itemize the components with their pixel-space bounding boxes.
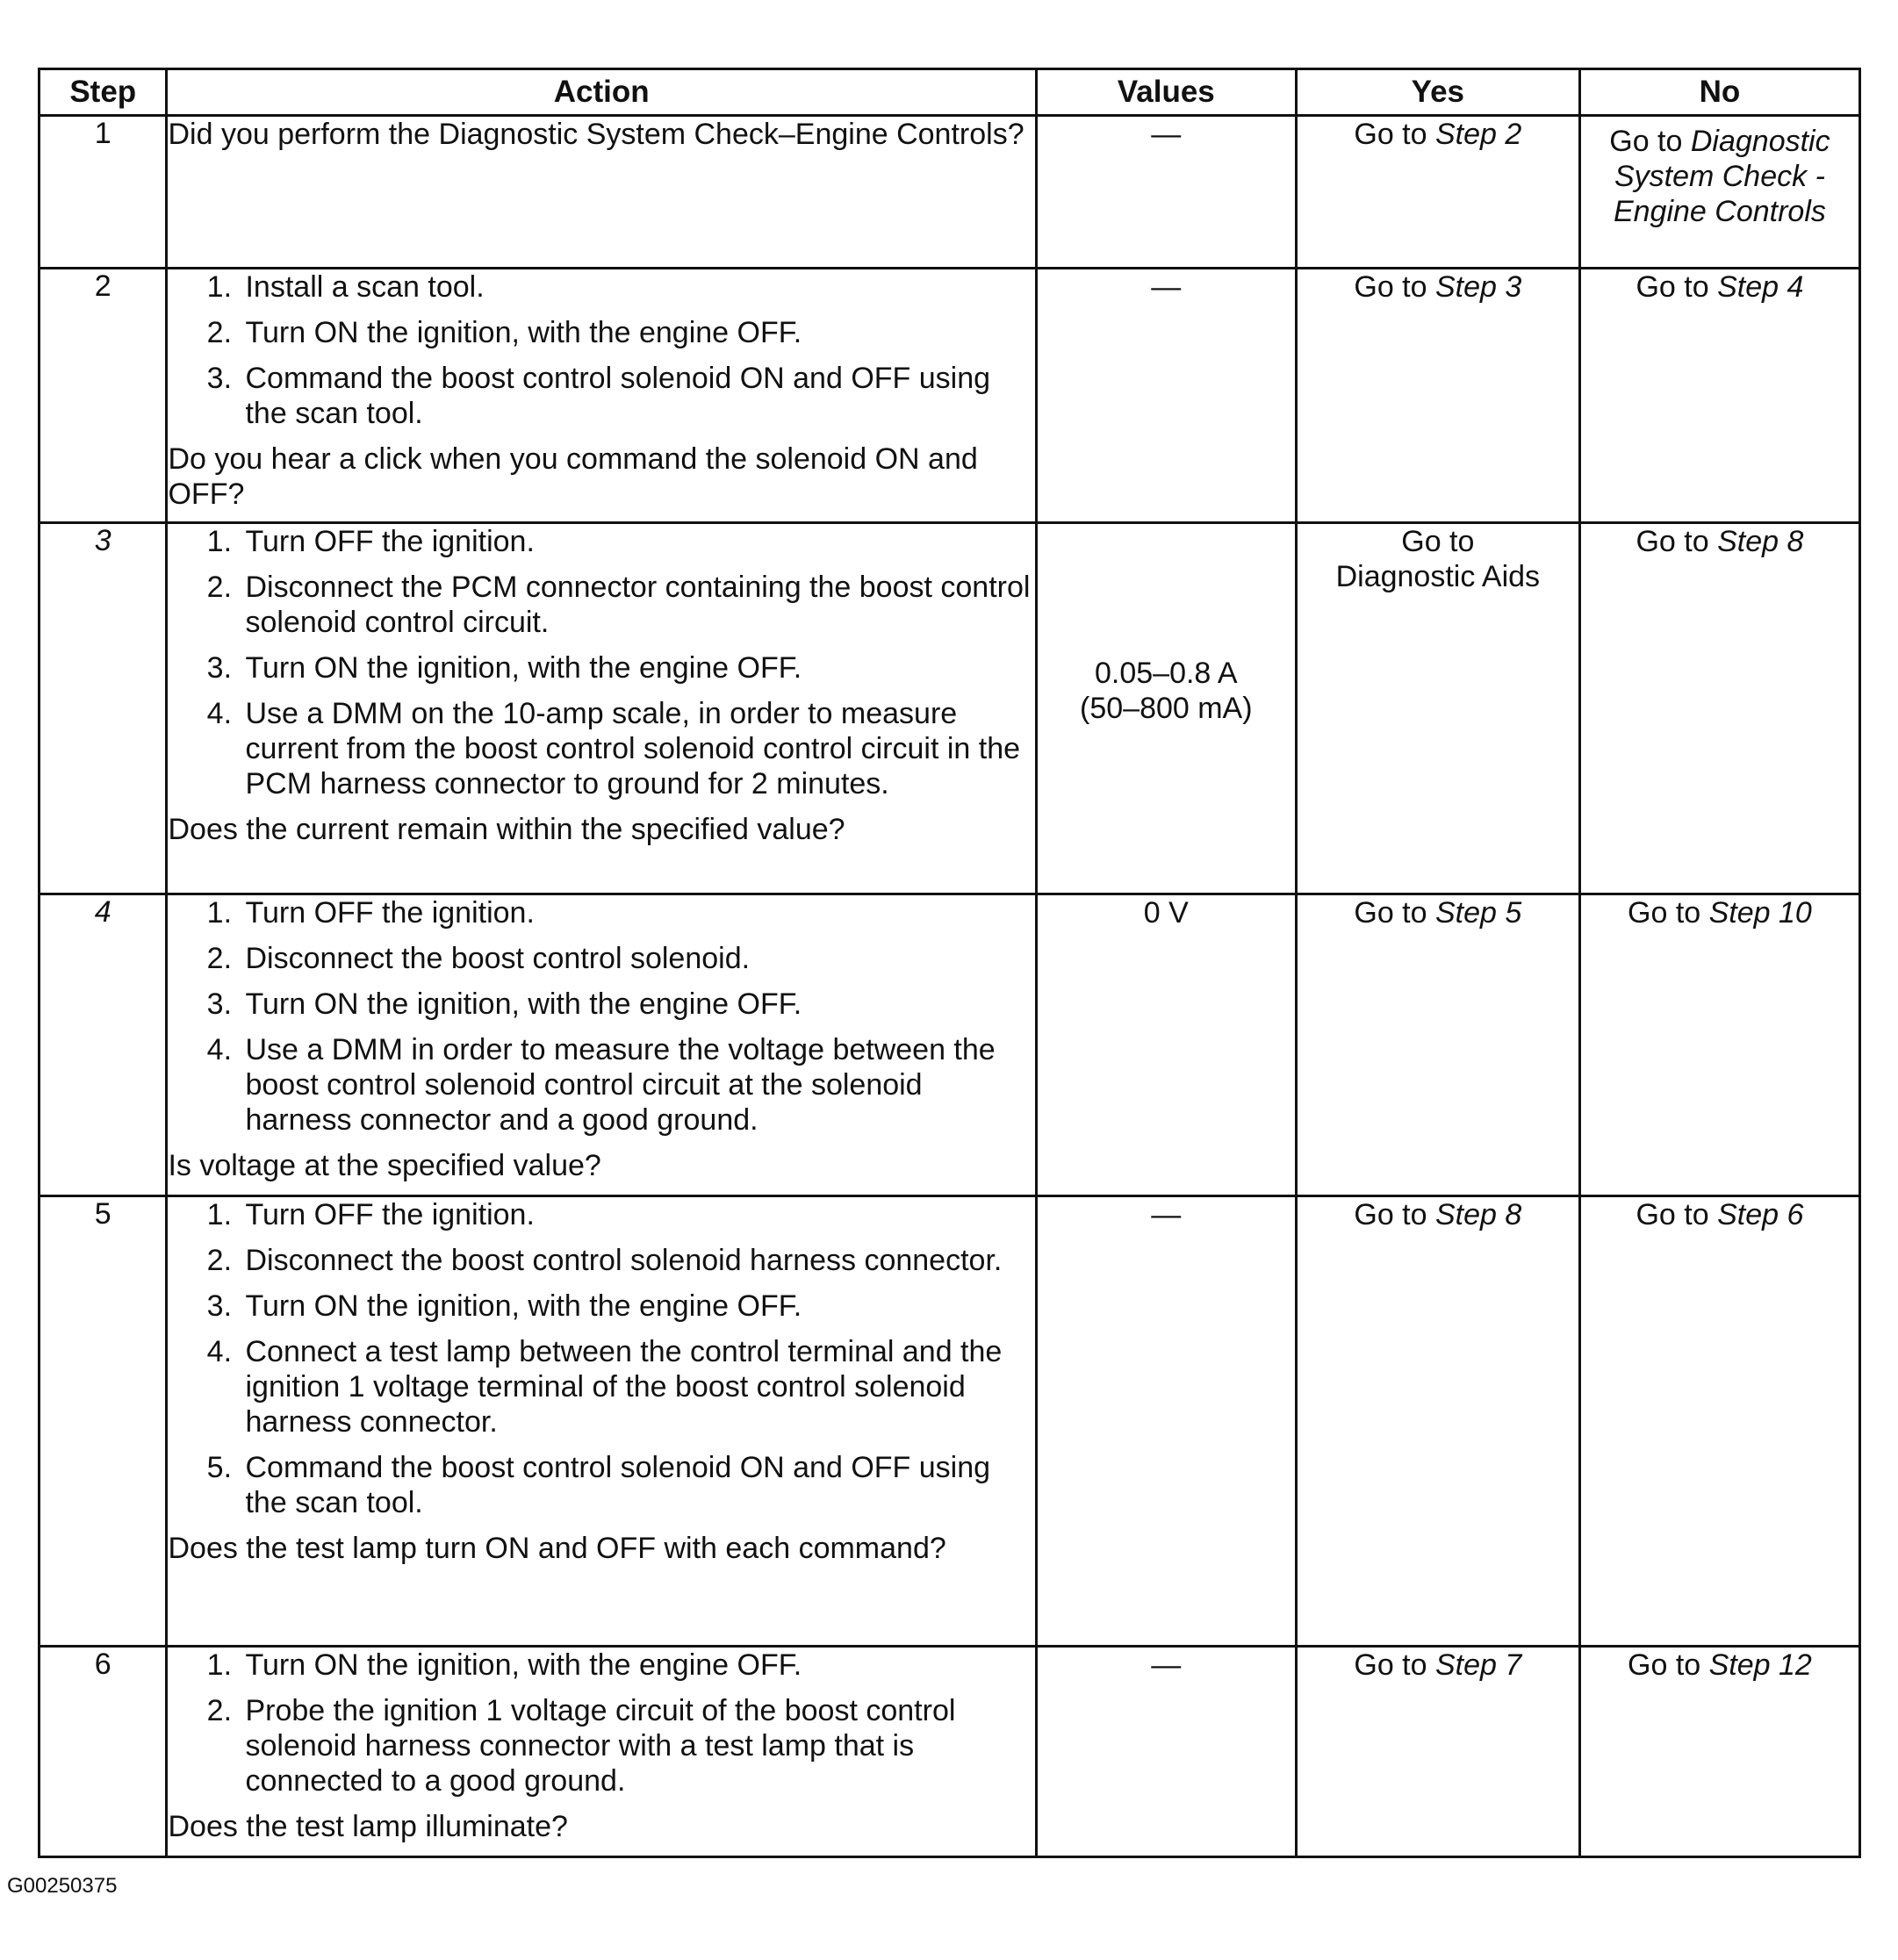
yes-link[interactable]: Diagnostic Aids bbox=[1335, 560, 1541, 593]
yes-cell[interactable] bbox=[1296, 269, 1579, 523]
action-step: 1. Turn OFF the ignition. bbox=[240, 1197, 1034, 1232]
yes-cell[interactable] bbox=[1296, 523, 1579, 894]
action-question: Does the test lamp illuminate? bbox=[168, 1810, 568, 1843]
no-prefix: Go to bbox=[1609, 125, 1691, 158]
header-yes: Yes bbox=[1296, 69, 1579, 116]
no-prefix: Go to bbox=[1636, 1198, 1718, 1231]
no-link[interactable]: Step 10 bbox=[1708, 896, 1812, 930]
diagnostic-table bbox=[38, 68, 1861, 1858]
values-cell bbox=[1036, 523, 1296, 894]
header-no: No bbox=[1579, 69, 1859, 116]
values-cell: — bbox=[1036, 1647, 1296, 1857]
values-cell: 0 V bbox=[1036, 894, 1296, 1196]
yes-prefix: Go to bbox=[1354, 270, 1435, 304]
figure-code: G00250375 bbox=[7, 1874, 118, 1898]
action-cell bbox=[167, 1196, 1036, 1647]
values-cell: — bbox=[1036, 269, 1296, 523]
action-step: 4. Use a DMM on the 10-amp scale, in order to measure current from the boost control solenoid control circuit in the PCM harness connector to ground for 2 minutes. bbox=[240, 696, 1034, 801]
action-step: 2. Disconnect the PCM connector containing the boost control solenoid control circuit. bbox=[240, 570, 1034, 640]
action-step: 3. Command the boost control solenoid ON and OFF using the scan tool. bbox=[240, 361, 1034, 431]
no-cell[interactable] bbox=[1579, 269, 1859, 523]
no-cell[interactable] bbox=[1579, 523, 1859, 894]
action-steps bbox=[168, 1648, 1034, 1798]
step-number: 2 bbox=[40, 269, 167, 523]
step-number: 3 bbox=[40, 523, 167, 894]
step-number: 4 bbox=[40, 894, 167, 1196]
action-step: 2. Turn ON the ignition, with the engine OFF. bbox=[240, 315, 1034, 350]
yes-prefix: Go to bbox=[1354, 896, 1435, 930]
action-step: 1. Turn ON the ignition, with the engine OFF. bbox=[240, 1648, 1034, 1683]
no-link[interactable]: Step 12 bbox=[1708, 1648, 1812, 1682]
header-step: Step bbox=[40, 69, 167, 116]
action-cell bbox=[167, 269, 1036, 523]
table-row bbox=[40, 1647, 1860, 1857]
yes-link[interactable]: Step 2 bbox=[1434, 118, 1522, 151]
action-step: 3. Turn ON the ignition, with the engine OFF. bbox=[240, 650, 1034, 686]
yes-link[interactable]: Step 5 bbox=[1434, 896, 1522, 930]
action-steps bbox=[168, 1197, 1034, 1520]
header-row bbox=[40, 69, 1860, 116]
action-step: 2. Disconnect the boost control solenoid harness connector. bbox=[240, 1243, 1034, 1278]
values-cell: — bbox=[1036, 116, 1296, 269]
action-cell bbox=[167, 116, 1036, 269]
action-step: 3. Turn ON the ignition, with the engine OFF. bbox=[240, 987, 1034, 1022]
values-cell: — bbox=[1036, 1196, 1296, 1647]
step-number: 5 bbox=[40, 1196, 167, 1647]
yes-prefix: Go to bbox=[1401, 525, 1475, 558]
yes-link[interactable]: Step 8 bbox=[1434, 1198, 1522, 1231]
action-question: Is voltage at the specified value? bbox=[168, 1149, 601, 1182]
yes-prefix: Go to bbox=[1354, 118, 1435, 151]
action-cell bbox=[167, 1647, 1036, 1857]
no-link[interactable]: Step 6 bbox=[1717, 1198, 1804, 1231]
yes-cell[interactable] bbox=[1296, 1647, 1579, 1857]
step-number: 1 bbox=[40, 116, 167, 269]
no-link[interactable]: Step 8 bbox=[1717, 525, 1804, 558]
table-row bbox=[40, 523, 1860, 894]
action-question: Do you hear a click when you command the solenoid ON and OFF? bbox=[168, 442, 978, 511]
action-step: 4. Connect a test lamp between the control terminal and the ignition 1 voltage terminal of the boost control solenoid harness connector. bbox=[240, 1334, 1034, 1439]
no-prefix: Go to bbox=[1636, 525, 1718, 558]
action-step: 3. Turn ON the ignition, with the engine OFF. bbox=[240, 1289, 1034, 1324]
yes-cell[interactable] bbox=[1296, 1196, 1579, 1647]
action-step: 1. Turn OFF the ignition. bbox=[240, 895, 1034, 930]
yes-prefix: Go to bbox=[1354, 1198, 1435, 1231]
no-link[interactable]: Diagnostic System Check - Engine Controls bbox=[1613, 125, 1830, 228]
table-row bbox=[40, 116, 1860, 269]
action-steps bbox=[168, 269, 1034, 431]
action-step: 4. Use a DMM in order to measure the voltage between the boost control solenoid control circuit at the solenoid harness connector and a good ground. bbox=[240, 1032, 1034, 1138]
yes-cell[interactable] bbox=[1296, 116, 1579, 269]
no-cell[interactable] bbox=[1579, 116, 1859, 269]
action-steps bbox=[168, 524, 1034, 801]
action-question: Does the test lamp turn ON and OFF with each command? bbox=[168, 1532, 946, 1565]
table-row bbox=[40, 1196, 1860, 1647]
no-prefix: Go to bbox=[1628, 1648, 1709, 1682]
no-prefix: Go to bbox=[1628, 896, 1709, 930]
action-question: Did you perform the Diagnostic System Check–Engine Controls? bbox=[168, 118, 1024, 151]
action-question: Does the current remain within the specified value? bbox=[168, 813, 845, 846]
step-number: 6 bbox=[40, 1647, 167, 1857]
values-text: 0.05–0.8 A (50–800 mA) bbox=[1080, 657, 1253, 725]
action-step: 1. Install a scan tool. bbox=[240, 269, 1034, 305]
header-action: Action bbox=[167, 69, 1036, 116]
action-step: 1. Turn OFF the ignition. bbox=[240, 524, 1034, 559]
yes-cell[interactable] bbox=[1296, 894, 1579, 1196]
action-cell bbox=[167, 523, 1036, 894]
table-row bbox=[40, 894, 1860, 1196]
no-cell[interactable] bbox=[1579, 1647, 1859, 1857]
action-step: 2. Probe the ignition 1 voltage circuit of the boost control solenoid harness connector with a test lamp that is connected to a good ground. bbox=[240, 1693, 1034, 1798]
no-link[interactable]: Step 4 bbox=[1717, 270, 1804, 304]
table-row bbox=[40, 269, 1860, 523]
action-step: 2. Disconnect the boost control solenoid. bbox=[240, 941, 1034, 976]
action-cell bbox=[167, 894, 1036, 1196]
action-step: 5. Command the boost control solenoid ON and OFF using the scan tool. bbox=[240, 1450, 1034, 1520]
yes-link[interactable]: Step 7 bbox=[1434, 1648, 1522, 1682]
no-prefix: Go to bbox=[1636, 270, 1718, 304]
header-values: Values bbox=[1036, 69, 1296, 116]
no-cell[interactable] bbox=[1579, 1196, 1859, 1647]
yes-link[interactable]: Step 3 bbox=[1434, 270, 1522, 304]
action-steps bbox=[168, 895, 1034, 1138]
yes-prefix: Go to bbox=[1354, 1648, 1435, 1682]
no-cell[interactable] bbox=[1579, 894, 1859, 1196]
